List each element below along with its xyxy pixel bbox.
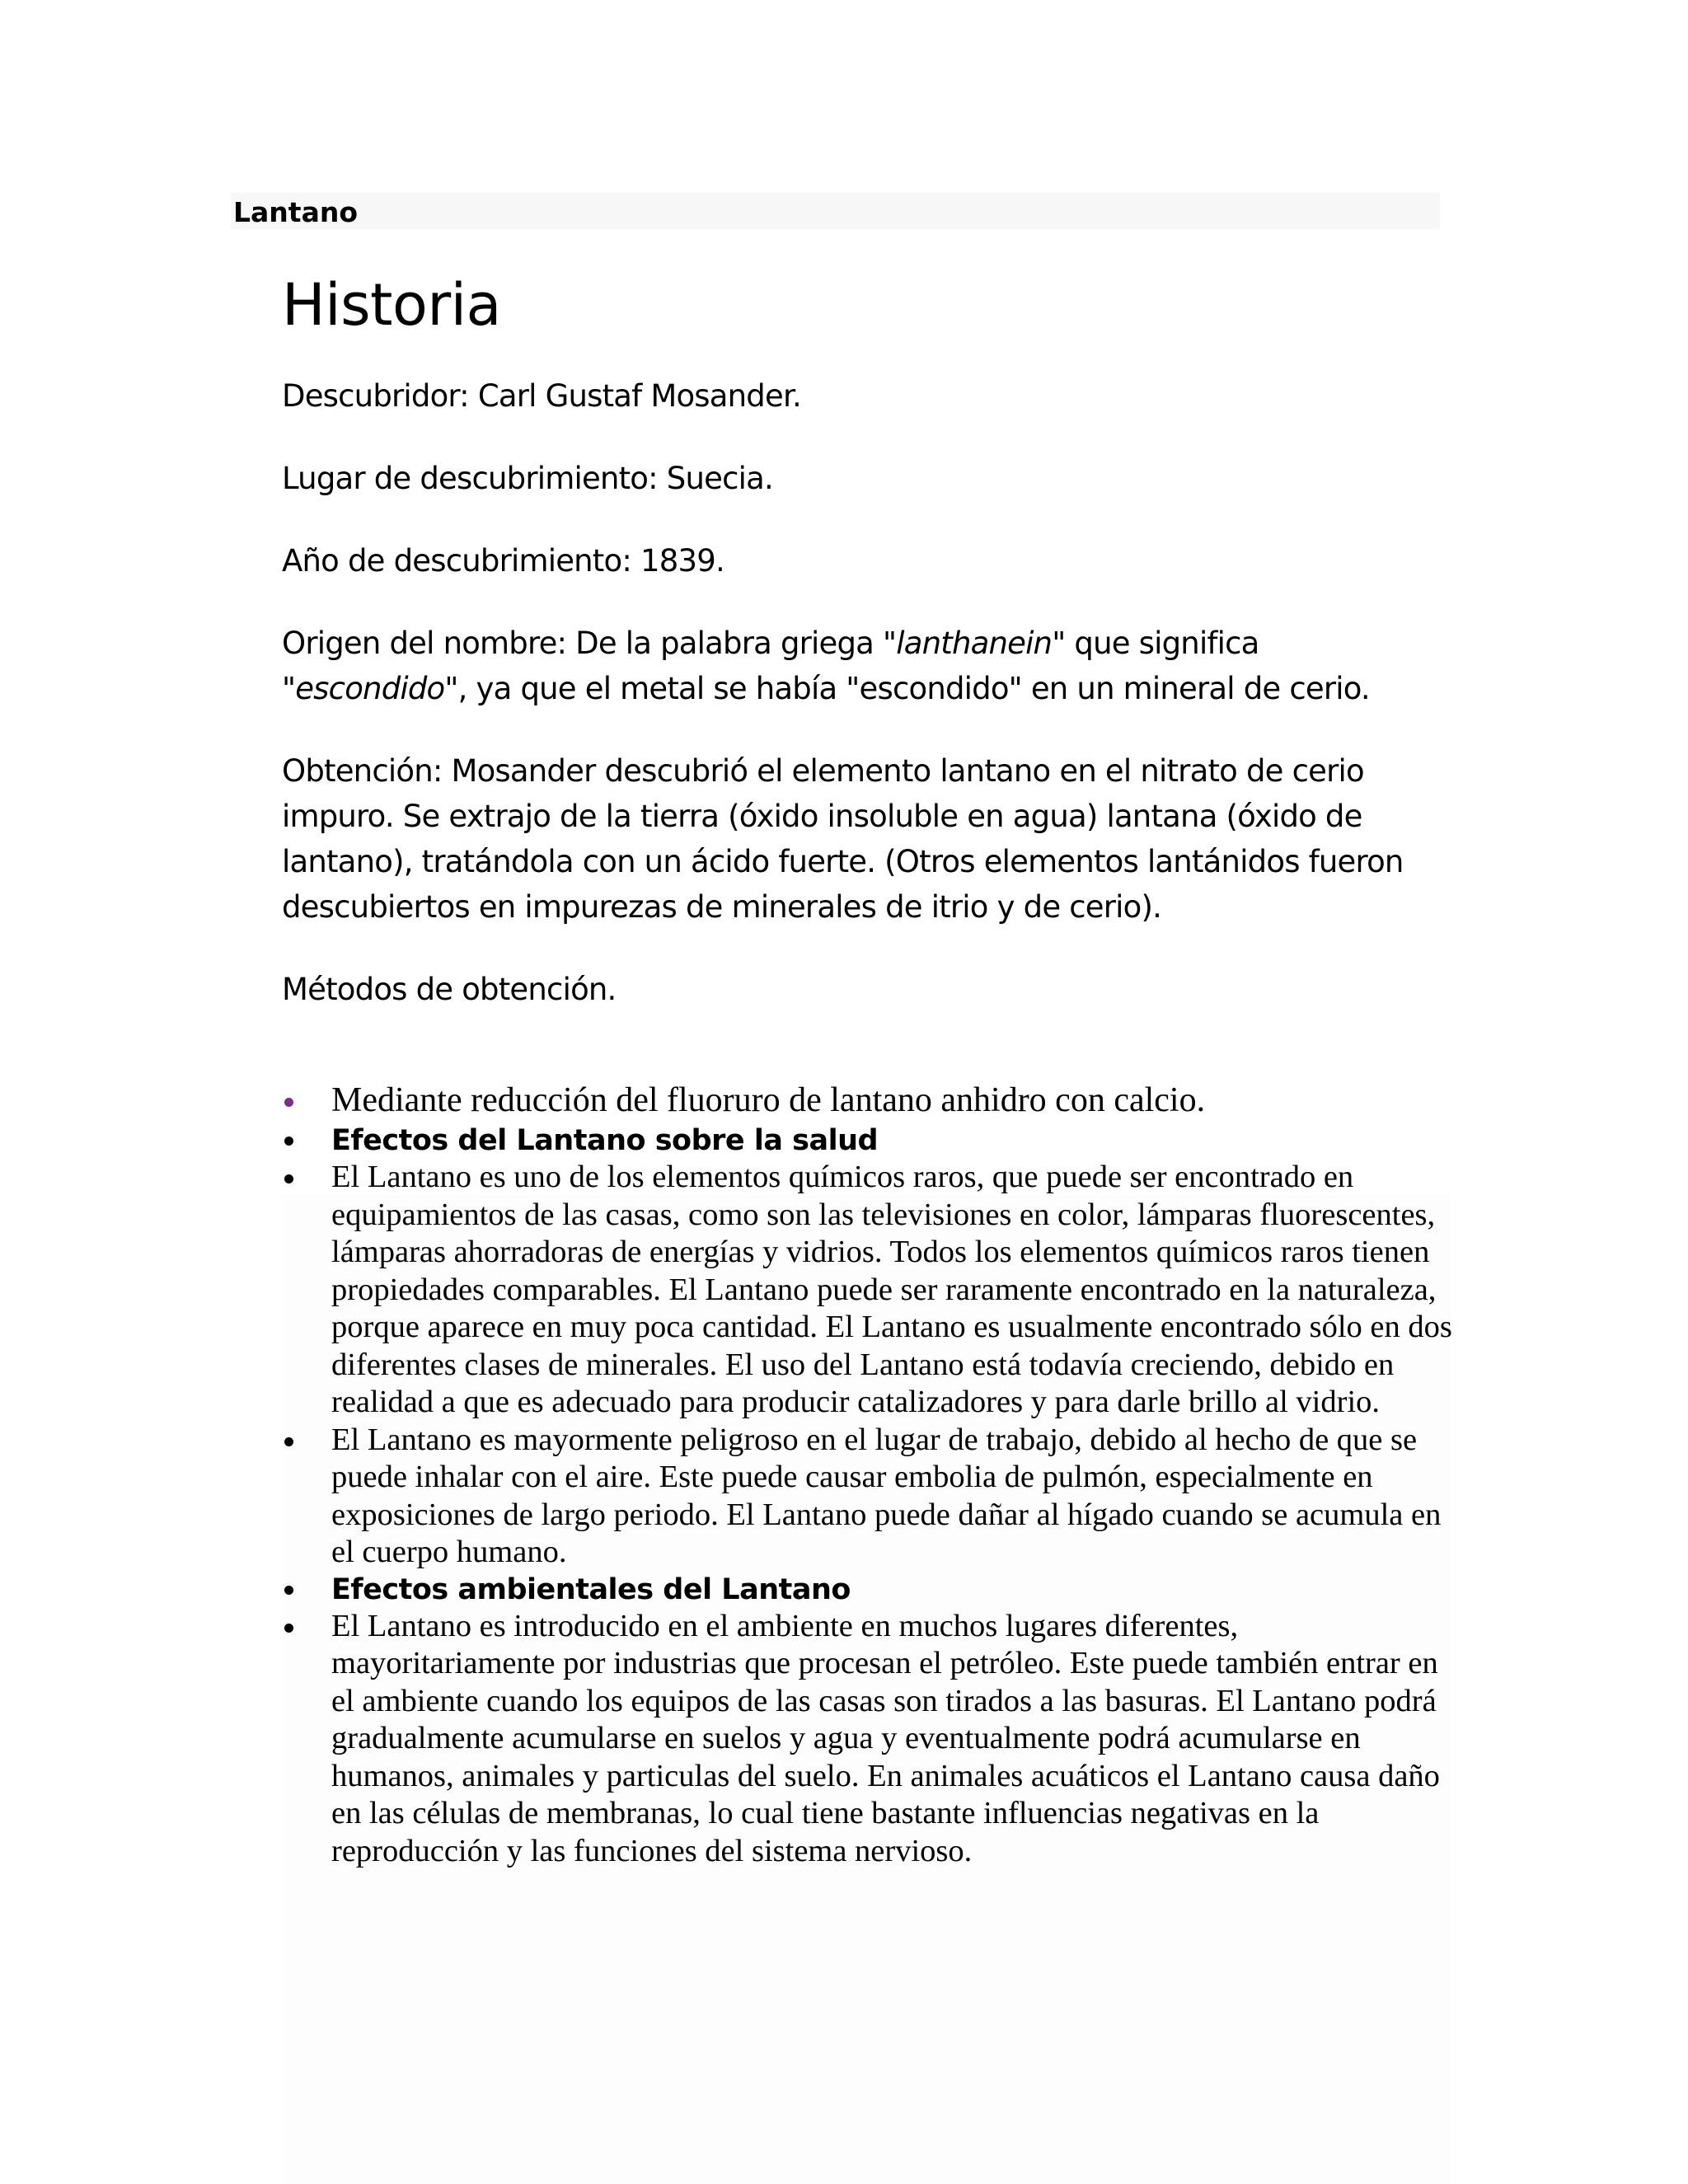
list-item-health-heading (282, 1122, 1452, 1159)
bullet-dot-icon (284, 1098, 293, 1107)
list-item-text: El Lantano es mayormente peligroso en el lugar de trabajo, debido al hecho de que se puede inhalar con el aire. Este puede causar embolia de pulmón, especialmente en exposiciones de largo periodo. El Lantano puede dañar al hígado cuando se acumula en el cuerpo humano. (331, 1422, 1442, 1569)
title-bar (231, 193, 1440, 229)
name-origin-paragraph (282, 621, 1452, 711)
bullet-dot-icon (284, 1437, 293, 1446)
bullet-dot-icon (284, 1586, 293, 1595)
list-item-health-paragraph-1 (282, 1159, 1452, 1422)
bullet-dot-icon (284, 1174, 293, 1183)
discovery-place-line: Lugar de descubrimiento: Suecia. (282, 461, 773, 496)
list-item-text: Efectos ambientales del Lantano (331, 1572, 851, 1606)
name-origin-suffix: ", ya que el metal se había "escondido" en un mineral de cerio. (444, 671, 1370, 706)
discovery-year-line: Año de descubrimiento: 1839. (282, 543, 724, 579)
list-item-text: Efectos del Lantano sobre la salud (331, 1124, 879, 1157)
name-origin-word-lanthanein: lanthanein (896, 626, 1053, 661)
obtention-paragraph: Obtención: Mosander descubrió el elemento lantano en el nitrato de cerio impuro. Se extrajo de la tierra (óxido insoluble en agua) lantana (óxido de lantano), tratándola con un ácido fuerte. (Otros elementos lantánidos fueron descubiertos en impurezas de minerales de itrio y de cerio). (282, 753, 1404, 925)
name-origin-word-escondido: escondido (295, 671, 445, 706)
bullet-dot-icon (284, 1137, 293, 1146)
list-item-text: El Lantano es uno de los elementos químicos raros, que puede ser encontrado en equipamientos de las casas, como son las televisiones en color, lámparas fluorescentes, lámparas ahorradoras de energías y vidrios. Todos los elementos químicos raros tienen propiedades comparables. El Lantano puede ser raramente encontrado en la naturaleza, porque aparece en muy poca cantidad. El Lantano es usualmente encontrado sólo en dos diferentes clases de minerales. El uso del Lantano está todavía creciendo, debido en realidad a que es adecuado para producir catalizadores y para darle brillo al vidrio. (331, 1160, 1452, 1419)
name-origin-prefix: Origen del nombre: De la palabra griega " (282, 626, 897, 661)
list-item-environment-heading (282, 1572, 1452, 1608)
section-heading: Historia (282, 271, 501, 339)
list-item-text: El Lantano es introducido en el ambiente en muchos lugares diferentes, mayoritariamente por industrias que procesan el petróleo. Este puede también entrar en el ambiente cuando los equipos de las casas son tirados a las basuras. El Lantano podrá gradualmente acumularse en suelos y agua y eventualmente podrá acumularse en humanos, animales y particulas del suelo. En animales acuáticos el Lantano causa daño en las células de membranas, lo cual tiene bastante influencias negativas en la reproducción y las funciones del sistema nervioso. (331, 1608, 1440, 1868)
history-section (282, 268, 1452, 1055)
discoverer-line: Descubridor: Carl Gustaf Mosander. (282, 378, 801, 414)
name-origin-middle: " que significa " (282, 626, 1259, 706)
bullet-list (282, 1078, 1452, 1870)
bullet-dot-icon (284, 1624, 293, 1633)
document-title: Lantano (233, 196, 358, 228)
methods-title: Métodos de obtención. (282, 972, 617, 1007)
list-item-environment-paragraph (282, 1608, 1452, 1871)
list-item-health-paragraph-2 (282, 1422, 1452, 1572)
list-item-text: Mediante reducción del fluoruro de lantano anhidro con calcio. (331, 1081, 1206, 1119)
list-item-method (282, 1078, 1452, 1122)
